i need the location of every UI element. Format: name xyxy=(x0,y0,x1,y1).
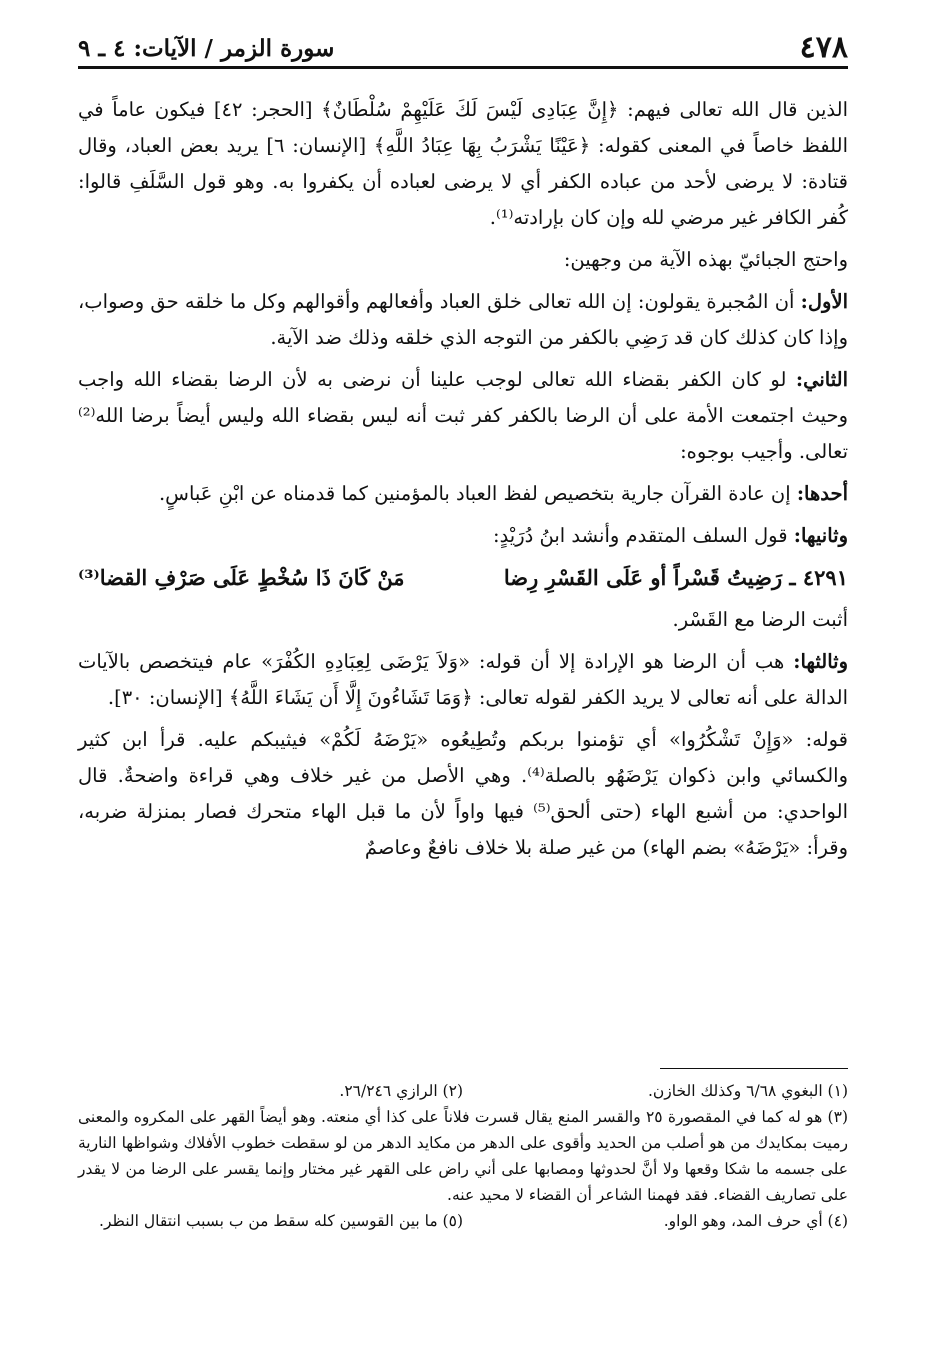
verse-first-hemistich: ٤٢٩١ ـ رَضِيتُ قَسْراً أو عَلَى القَسْرِ رِضا xyxy=(503,565,848,590)
paragraph-3-lead: الأول: xyxy=(800,290,848,313)
paragraph-9: قوله: «وَإِنْ تَشْكُرُوا» أي تؤمنوا بربكم وتُطِيعُوه «يَرْضَهُ لَكُمْ» فيثيبكم عليه. قرأ ابن كثير والكسائي وابن ذكوان يَرْضَهُو بالصلة⁽⁴⁾. وهي الأصل من غير خلاف وهي قراءة واضحةٌ. قال الواحدي: من أشبع الهاء (حتى ألحق⁽⁵⁾ فيها واواً لأن ما قبل الهاء متحرك فصار بمنزلة ضربه، وقرأ: «يَرْضَهُ» بضم الهاء) من غير صلة بلا خلاف نافعٌ وعاصمٌ xyxy=(78,728,849,859)
paragraph-8 xyxy=(78,644,848,716)
verse-second-hemistich: مَنْ كَانَ ذَا سُخْطٍ عَلَى صَرْفِ القضا⁽³⁾ xyxy=(78,565,405,590)
page-number: ٤٧٨ xyxy=(799,30,848,65)
paragraph-5 xyxy=(78,476,848,512)
footnote-1: (١) البغوي ٦/٦٨ وكذلك الخازن. xyxy=(647,1082,848,1100)
paragraph-5-lead: أحدها: xyxy=(796,482,848,505)
paragraph-6-lead: وثانيها: xyxy=(793,524,848,547)
footnote-rule xyxy=(660,1068,848,1069)
paragraph-4 xyxy=(78,362,848,470)
paragraph-1: الذين قال الله تعالى فيهم: ﴿إِنَّ عِبَادِى لَيْسَ لَكَ عَلَيْهِمْ سُلْطَانٌ﴾ [الحجر: ٤٢] فيكون عاماً في اللفظ خاصاً في المعنى كقوله: ﴿عَيْنًا يَشْرَبُ بِهَا عِبَادُ اللَّهِ﴾ [الإنسان: ٦] يريد بعض العباد، وقال قتادة: لا يرضى لأحد من عباده الكفر أي لا يرضى لعباده أن يكفروا به. وهو قول السَّلَفِ قالوا: كُفر الكافر غير مرضي لله وإن كان بإرادته⁽¹⁾. xyxy=(78,98,848,229)
footnote-4: (٤) أي حرف المد، وهو الواو. xyxy=(663,1212,848,1230)
footnote-row-1 xyxy=(78,1078,848,1104)
paragraph-3-text: أن المُجبرة يقولون: إن الله تعالى خلق العباد وأفعالهم وأقوالهم وكل ما خلقه حق وصواب، وإذا كان كذلك كان قد رَضِي بالكفر من التوجه الذي خلقه وذلك ضد الآية. xyxy=(78,290,848,349)
paragraph-7: أثبت الرضا مع القَسْر. xyxy=(672,608,848,631)
footnote-3: (٣) هو له كما في المقصورة ٢٥ والقسر المنع يقال قسرت فلاناً على كذا أي منعته. وهو أيضاً القهر على المكروه والمعنى رميت بمكايدك من هو أصلب من الحديد وأقوى على الدهر من مكايد الدهر من لو سقطت خطوب الأفلاك وشواظها النارية على جسمه ما شكا وقعها ولا أنَّ لحدوثها ومصابها على أني راض على القهر غير مختار وإنما يقسر على الرضا من لا يقدر على تصاريف القضاء. فقد فهمنا الشاعر أن القضاء لا محيد عنه. xyxy=(78,1108,848,1204)
running-head: سورة الزمر / الآيات: ٤ ـ ٩ xyxy=(78,35,335,62)
paragraph-6 xyxy=(78,518,848,554)
paragraph-2: واحتج الجبائيّ بهذه الآية من وجهين: xyxy=(563,248,848,271)
paragraph-6-text: قول السلف المتقدم وأنشد ابنُ دُرَيْدٍ: xyxy=(493,524,788,547)
paragraph-4-text: لو كان الكفر بقضاء الله تعالى لوجب علينا أن نرضى به لأن الرضا بقضاء الله واجب وحيث اجتمعت الأمة على أن الرضا بالكفر كفر ثبت أنه ليس بقضاء الله وليس أيضاً برضا الله⁽²⁾ تعالى. وأجيب بوجوه: xyxy=(78,368,848,463)
paragraph-3 xyxy=(78,284,848,356)
header-rule xyxy=(78,66,848,69)
poetry-verse xyxy=(78,560,848,596)
main-text xyxy=(78,92,848,872)
paragraph-5-text: إن عادة القرآن جارية بتخصيص لفظ العباد بالمؤمنين كما قدمناه عن ابْنِ عَباسٍ. xyxy=(158,482,791,505)
footnote-row-2 xyxy=(78,1208,848,1234)
paragraph-8-text: هب أن الرضا هو الإرادة إلا أن قوله: «وَلاَ يَرْضَى لِعِبَادِهِ الكُفْرَ» عام فيتخصص بالآيات الدالة على أنه تعالى لا يريد الكفر لقوله تعالى: ﴿وَمَا تَشَاءُونَ إِلَّا أَن يَشَاءَ اللَّهُ﴾ [الإنسان: ٣٠]. xyxy=(78,650,848,709)
paragraph-8-lead: وثالثها: xyxy=(793,650,849,673)
footnote-5: (٥) ما بين القوسين كله سقط من ب بسبب انتقال النظر. xyxy=(99,1212,463,1230)
page-header xyxy=(78,28,848,68)
paragraph-4-lead: الثاني: xyxy=(795,368,848,391)
footnote-2: (٢) الرازي ٢٦/٢٤٦. xyxy=(339,1082,463,1100)
footnotes xyxy=(78,1078,848,1234)
